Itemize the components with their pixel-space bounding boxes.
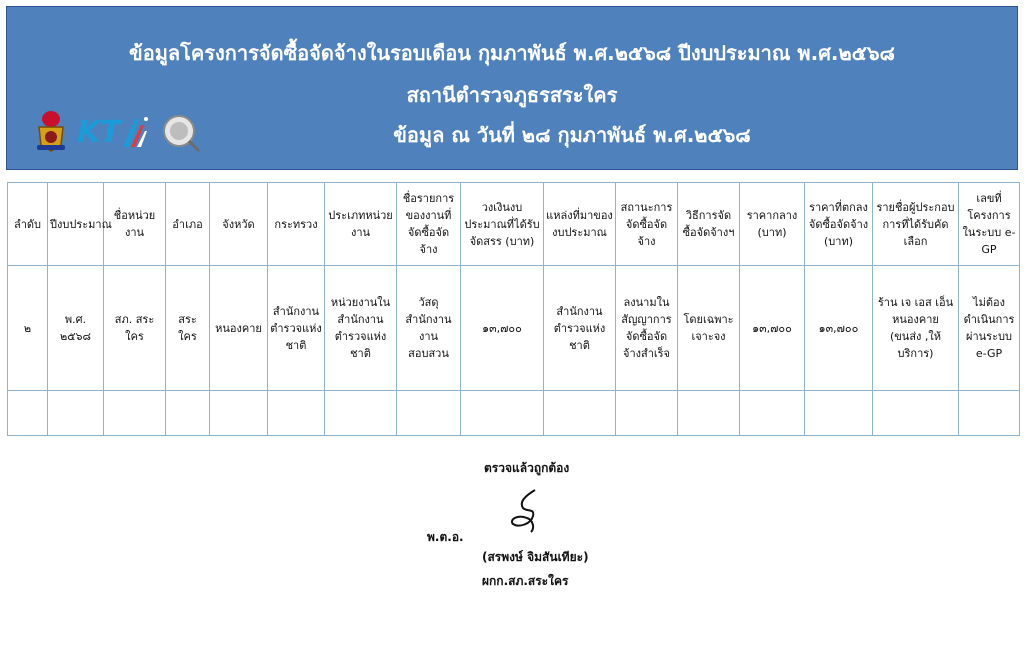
officer-position: ผกก.สภ.สระใคร xyxy=(482,574,569,588)
table-cell: ๑๓,๗๐๐ xyxy=(740,266,805,391)
column-header: ราคากลาง (บาท) xyxy=(740,183,805,266)
column-header: รายชื่อผู้ประกอบการที่ได้รับคัดเลือก xyxy=(873,183,959,266)
header-title: ข้อมูลโครงการจัดซื้อจัดจ้างในรอบเดือน กุมภาพันธ์ พ.ศ.๒๕๖๘ ปีงบประมาณ พ.ศ.๒๕๖๘ xyxy=(129,41,895,65)
table-cell: โดยเฉพาะเจาะจง xyxy=(678,266,740,391)
header-banner xyxy=(6,6,1018,170)
officer-rank: พ.ต.อ. xyxy=(427,530,464,544)
table-row xyxy=(8,266,1020,391)
table-cell: ๑๓,๗๐๐ xyxy=(805,266,873,391)
table-cell: สภ. สระใคร xyxy=(104,266,166,391)
column-header: จังหวัด xyxy=(210,183,268,266)
table-cell xyxy=(397,391,461,436)
column-header: วงเงินงบประมาณที่ได้รับจัดสรร (บาท) xyxy=(461,183,544,266)
table-cell: สระ ใคร xyxy=(166,266,210,391)
table-cell xyxy=(461,391,544,436)
empty-table-row xyxy=(8,391,1020,436)
table-cell xyxy=(166,391,210,436)
table-cell xyxy=(210,391,268,436)
table-cell: ลงนามในสัญญาการจัดซื้อจัดจ้างสำเร็จ xyxy=(616,266,678,391)
table-cell xyxy=(616,391,678,436)
column-header: ราคาที่ตกลงจัดซื้อจัดจ้าง (บาท) xyxy=(805,183,873,266)
table-cell: หนองคาย xyxy=(210,266,268,391)
table-cell: หน่วยงานในสำนักงานตำรวจแห่งชาติ xyxy=(325,266,397,391)
column-header: ลำดับ xyxy=(8,183,48,266)
table-cell xyxy=(544,391,616,436)
table-cell xyxy=(740,391,805,436)
table-header-row xyxy=(8,183,1020,266)
table-cell xyxy=(959,391,1020,436)
verified-label: ตรวจแล้วถูกต้อง xyxy=(484,461,570,475)
table-cell xyxy=(8,391,48,436)
table-cell: ๒ xyxy=(8,266,48,391)
svg-text:KT: KT xyxy=(77,115,121,149)
table-cell xyxy=(325,391,397,436)
column-header: วิธีการจัดซื้อจัดจ้างฯ xyxy=(678,183,740,266)
column-header: อำเภอ xyxy=(166,183,210,266)
data-date: ข้อมูล ณ วันที่ ๒๘ กุมภาพันธ์ พ.ศ.๒๕๖๘ xyxy=(393,123,751,147)
police-emblem-icon xyxy=(33,109,69,153)
table-cell xyxy=(48,391,104,436)
column-header: ชื่อหน่วยงาน xyxy=(104,183,166,266)
logo-group xyxy=(33,107,201,155)
officer-name: (สรพงษ์ จิมสันเทียะ) xyxy=(482,550,589,564)
table-cell: วัสดุสำนักงานงานสอบสวน xyxy=(397,266,461,391)
procurement-table xyxy=(7,182,1020,436)
station-name: สถานีตำรวจภูธรสระใคร xyxy=(406,83,618,107)
ktb-logo-icon xyxy=(75,113,151,149)
table-cell xyxy=(805,391,873,436)
table-cell xyxy=(678,391,740,436)
column-header: ปีงบประมาณ xyxy=(48,183,104,266)
table-cell: สำนักงานตำรวจแห่งชาติ xyxy=(544,266,616,391)
table-cell xyxy=(268,391,325,436)
table-cell xyxy=(873,391,959,436)
table-cell: ไม่ต้องดำเนินการผ่านระบบ e-GP xyxy=(959,266,1020,391)
table-cell: สำนักงานตำรวจแห่งชาติ xyxy=(268,266,325,391)
seal-icon xyxy=(157,109,201,153)
column-header: ชื่อรายการของงานที่จัดซื้อจัดจ้าง xyxy=(397,183,461,266)
column-header: เลขที่โครงการในระบบ e-GP xyxy=(959,183,1020,266)
column-header: กระทรวง xyxy=(268,183,325,266)
table-cell: ร้าน เจ เอส เอ็น หนองคาย (ขนส่ง ,ให้บริการ) xyxy=(873,266,959,391)
signature-image xyxy=(505,486,549,534)
table-cell: พ.ศ. ๒๕๖๘ xyxy=(48,266,104,391)
column-header: ประเภทหน่วยงาน xyxy=(325,183,397,266)
column-header: แหล่งที่มาของงบประมาณ xyxy=(544,183,616,266)
column-header: สถานะการจัดซื้อจัดจ้าง xyxy=(616,183,678,266)
table-cell: ๑๓,๗๐๐ xyxy=(461,266,544,391)
table-cell xyxy=(104,391,166,436)
